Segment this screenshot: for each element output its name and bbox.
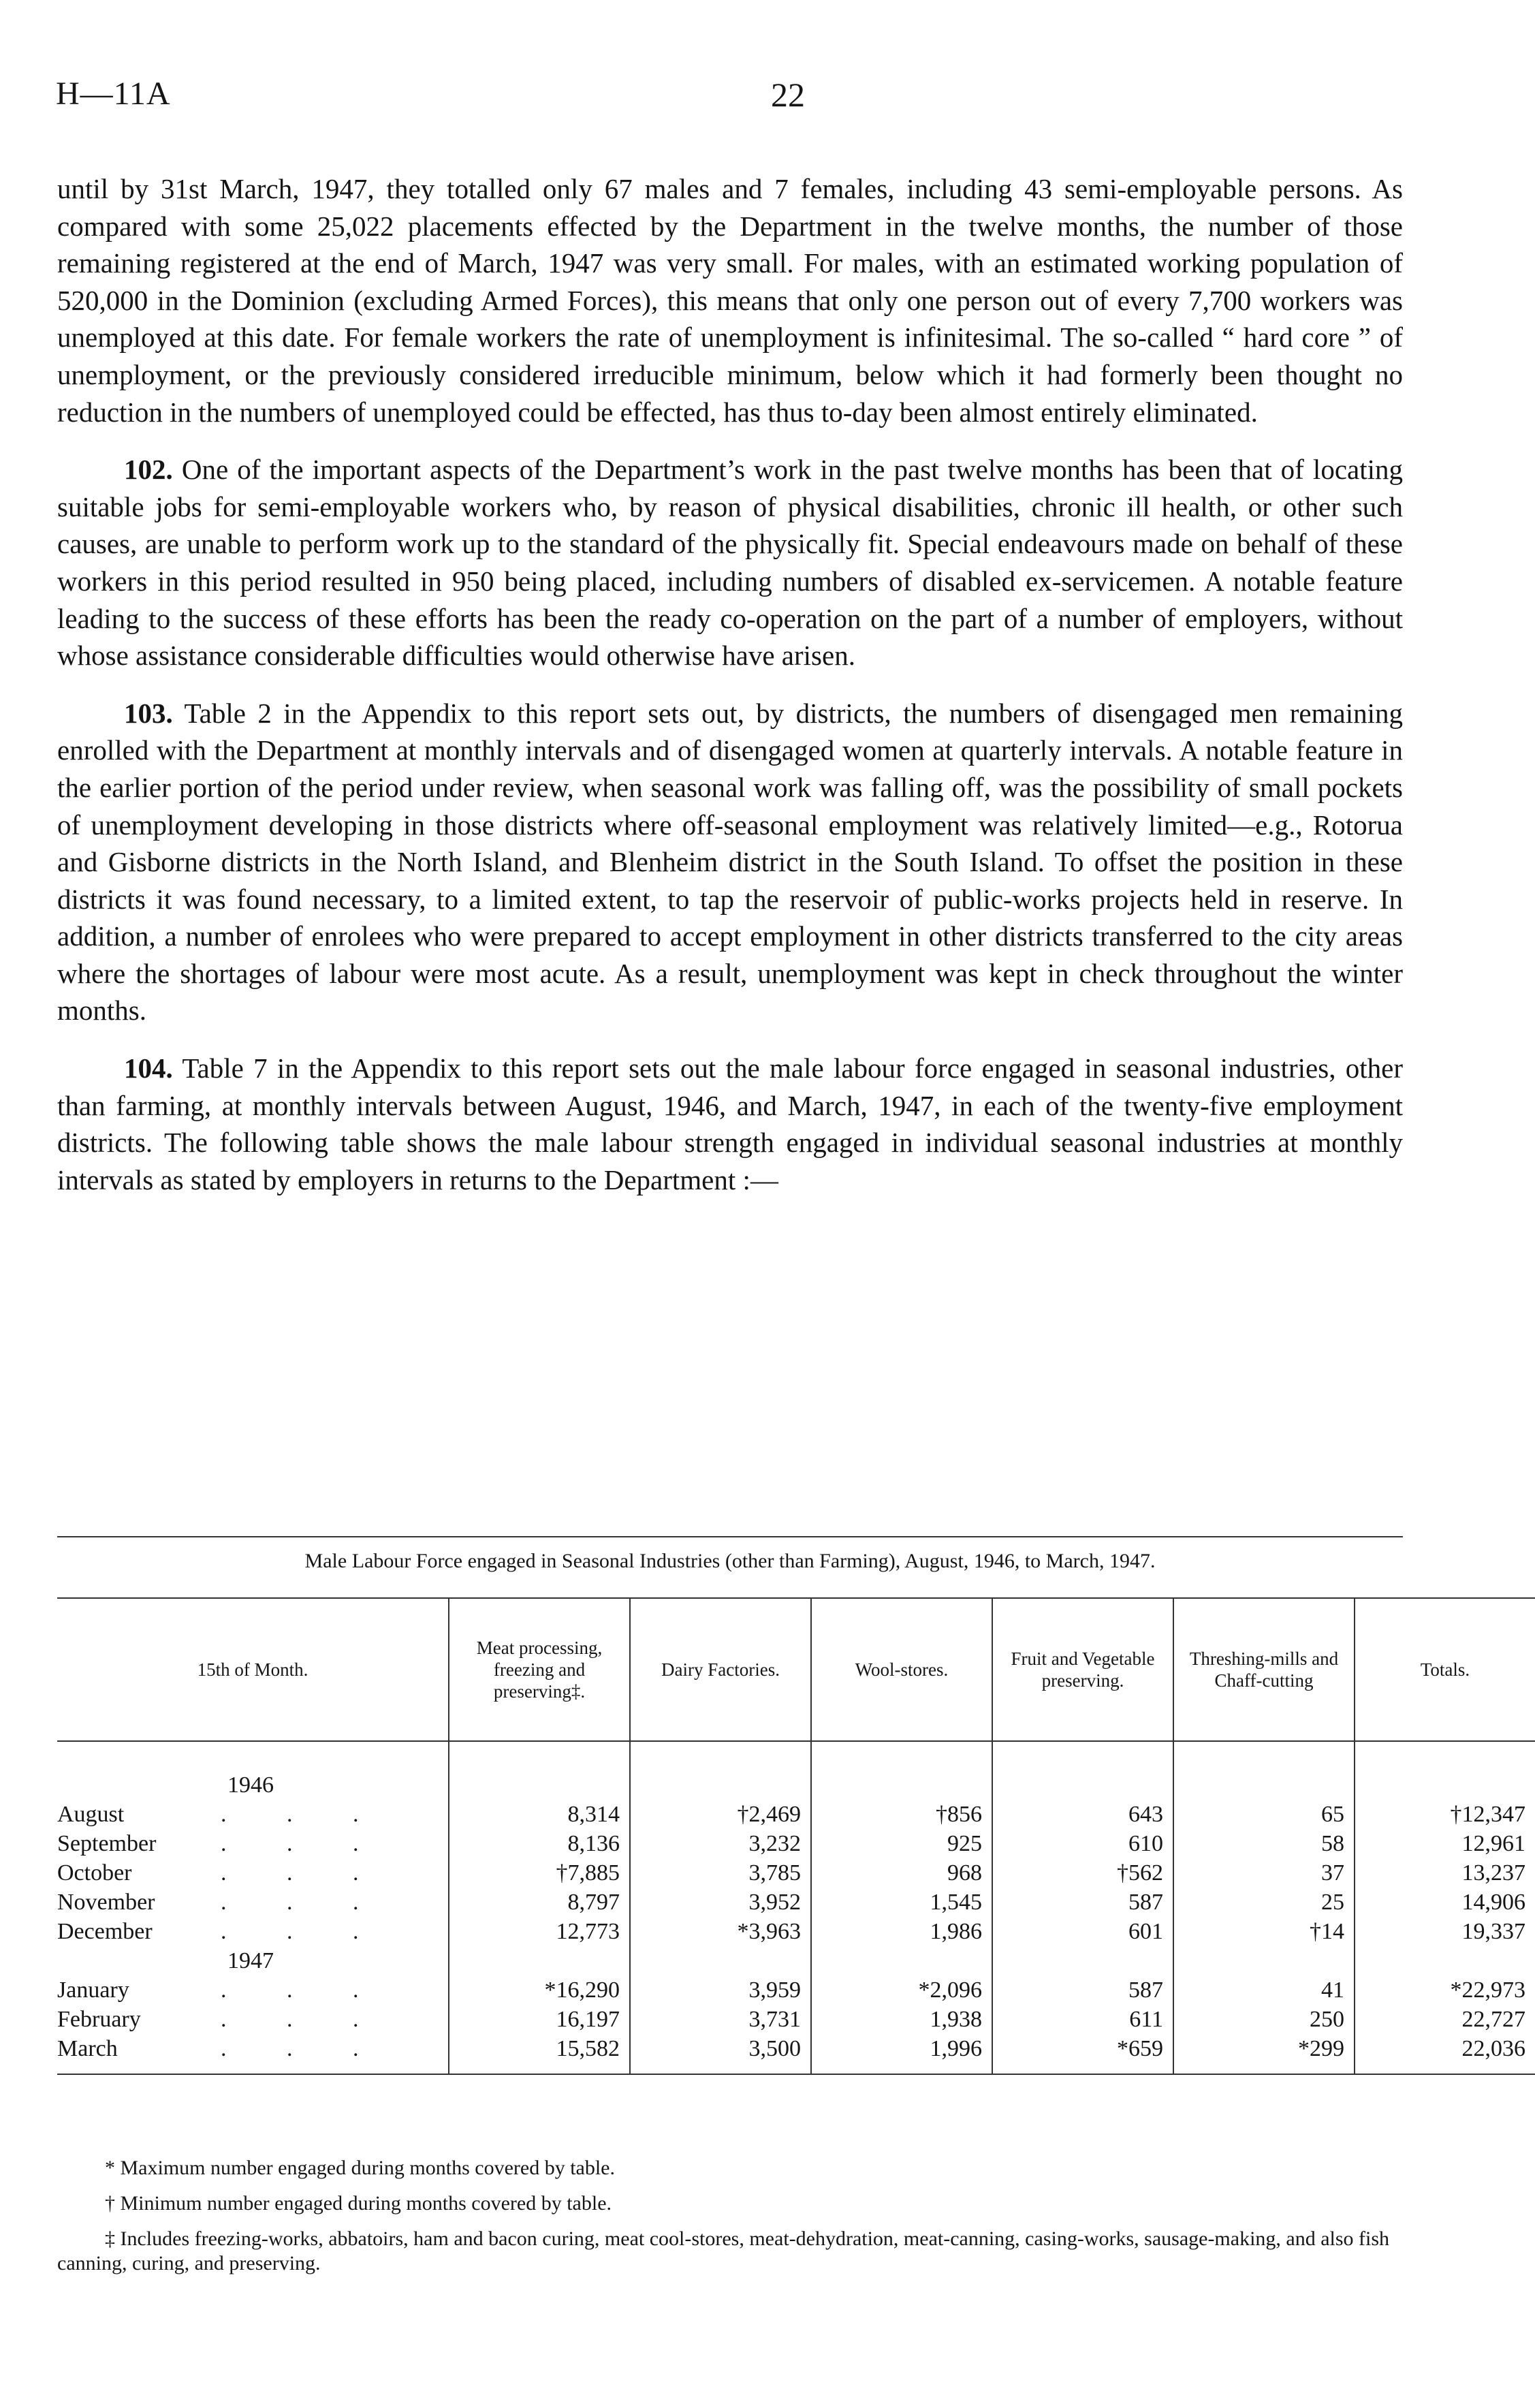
cell-threshing: 250	[1173, 2005, 1355, 2034]
table-header-row	[57, 1598, 1535, 1741]
cell-threshing: 58	[1173, 1829, 1355, 1858]
cell-meat: 16,197	[449, 2005, 630, 2034]
month-label: September	[57, 1831, 157, 1856]
document-reference: H—11A	[56, 76, 171, 112]
cell-fruit: 610	[992, 1829, 1173, 1858]
cell-total: *22,973	[1355, 1975, 1535, 2005]
cell-dairy: †2,469	[630, 1800, 811, 1829]
table-row: January . . . *16,290 3,959 *2,096 587 41 *22,973	[57, 1975, 1535, 2005]
table-caption: Male Labour Force engaged in Seasonal Industries (other than Farming), August, 1946, to March, 1947.	[304, 1550, 1156, 1572]
paragraph-text: Table 7 in the Appendix to this report sets out the male labour force engaged in seasonal industries, other than farming, at monthly intervals between August, 1946, and March, 1947, in each of the twenty-five employment districts. The following table shows the male labour strength engaged in individual seasonal industries at monthly intervals as stated by employers in returns to the Department :—	[57, 1052, 1403, 1195]
footnote-maximum: * Maximum number engaged during months covered by table.	[105, 2157, 615, 2179]
paragraph-number: 103.	[124, 697, 173, 729]
cell-total: 13,237	[1355, 1858, 1535, 1888]
column-header-month: 15th of Month.	[57, 1598, 449, 1741]
cell-meat: *16,290	[449, 1975, 630, 2005]
column-header-dairy: Dairy Factories.	[630, 1598, 811, 1741]
cell-meat: 15,582	[449, 2034, 630, 2074]
month-label: October	[57, 1860, 132, 1886]
paragraph-continued	[57, 170, 1403, 431]
cell-meat: †7,885	[449, 1858, 630, 1888]
month-label: January	[57, 1977, 129, 2003]
column-header-meat: Meat processing, freezing and preserving‡.	[449, 1598, 630, 1741]
cell-fruit: 611	[992, 2005, 1173, 2034]
cell-threshing: †14	[1173, 1917, 1355, 1946]
cell-dairy: 3,731	[630, 2005, 811, 2034]
cell-total: 12,961	[1355, 1829, 1535, 1858]
table-row: March . . . 15,582 3,500 1,996 *659 *299 22,036	[57, 2034, 1535, 2074]
cell-wool: 1,996	[811, 2034, 992, 2074]
month-label: March	[57, 2036, 118, 2061]
footnote-minimum: † Minimum number engaged during months covered by table.	[105, 2192, 612, 2215]
table-row: December . . . 12,773 *3,963 1,986 601 †14 19,337	[57, 1917, 1535, 1946]
cell-threshing: 41	[1173, 1975, 1355, 2005]
year-label: 1946	[227, 1772, 274, 1798]
seasonal-labour-table	[57, 1597, 1535, 2075]
cell-dairy: *3,963	[630, 1917, 811, 1946]
table-row: October . . . †7,885 3,785 968 †562 37 13,237	[57, 1858, 1535, 1888]
paragraph-number: 104.	[124, 1052, 173, 1084]
year-row-1947	[57, 1946, 1535, 1975]
cell-wool: 1,545	[811, 1888, 992, 1917]
cell-fruit: 587	[992, 1975, 1173, 2005]
cell-meat: 8,314	[449, 1800, 630, 1829]
paragraph-104	[57, 1050, 1403, 1198]
cell-meat: 8,136	[449, 1829, 630, 1858]
body-text	[57, 170, 1403, 1219]
year-row-1946	[57, 1770, 1535, 1800]
cell-wool: 968	[811, 1858, 992, 1888]
page-number: 22	[771, 76, 805, 114]
cell-fruit: 643	[992, 1800, 1173, 1829]
footnote-includes: ‡ Includes freezing-works, abbatoirs, ham and bacon curing, meat cool-stores, meat-dehydration, meat-canning, casing-works, sausage-making, and also fish canning, curing, and preserving.	[57, 2227, 1390, 2274]
cell-meat: 8,797	[449, 1888, 630, 1917]
cell-threshing: 65	[1173, 1800, 1355, 1829]
cell-total: 19,337	[1355, 1917, 1535, 1946]
cell-threshing: *299	[1173, 2034, 1355, 2074]
cell-fruit: 587	[992, 1888, 1173, 1917]
column-header-threshing: Threshing-mills and Chaff-cutting	[1173, 1598, 1355, 1741]
cell-wool: 925	[811, 1829, 992, 1858]
cell-fruit: †562	[992, 1858, 1173, 1888]
column-header-fruit: Fruit and Vegetable preserving.	[992, 1598, 1173, 1741]
cell-dairy: 3,959	[630, 1975, 811, 2005]
cell-total: 22,727	[1355, 2005, 1535, 2034]
month-label: August	[57, 1802, 125, 1827]
paragraph-102	[57, 451, 1403, 674]
cell-total: 22,036	[1355, 2034, 1535, 2074]
page-header	[56, 75, 1450, 123]
month-label: February	[57, 2007, 141, 2032]
month-label: December	[57, 1919, 153, 1944]
cell-fruit: 601	[992, 1917, 1173, 1946]
paragraph-text: until by 31st March, 1947, they totalled only 67 males and 7 females, including 43 semi-employable persons. As compared with some 25,022 placements effected by the Department in the twelve months, the number of those remaining registered at the end of March, 1947 was very small. For males, with an estimated working population of 520,000 in the Dominion (excluding Armed Forces), this means that only one person out of every 7,700 workers was unemployed at this date. For female workers the rate of unemployment is infinitesimal. The so-called “ hard core ” of unemployment, or the previously considered irreducible minimum, below which it had formerly been thought no reduction in the numbers of unemployed could be effected, has thus to-day been almost entirely eliminated.	[57, 173, 1403, 428]
paragraph-103	[57, 695, 1403, 1029]
cell-dairy: 3,232	[630, 1829, 811, 1858]
column-header-wool: Wool-stores.	[811, 1598, 992, 1741]
table-footnotes	[57, 2156, 1403, 2287]
cell-wool: *2,096	[811, 1975, 992, 2005]
paragraph-number: 102.	[124, 454, 173, 486]
cell-total: †12,347	[1355, 1800, 1535, 1829]
cell-wool: †856	[811, 1800, 992, 1829]
cell-wool: 1,938	[811, 2005, 992, 2034]
table-row: August . . . 8,314 †2,469 †856 643 65 †12,347	[57, 1800, 1535, 1829]
cell-total: 14,906	[1355, 1888, 1535, 1917]
year-label: 1947	[227, 1948, 274, 1973]
table-row: November . . . 8,797 3,952 1,545 587 25 14,906	[57, 1888, 1535, 1917]
table-top-rule	[57, 1536, 1403, 1537]
table-row: February . . . 16,197 3,731 1,938 611 250 22,727	[57, 2005, 1535, 2034]
cell-threshing: 25	[1173, 1888, 1355, 1917]
cell-dairy: 3,500	[630, 2034, 811, 2074]
cell-dairy: 3,785	[630, 1858, 811, 1888]
cell-fruit: *659	[992, 2034, 1173, 2074]
cell-dairy: 3,952	[630, 1888, 811, 1917]
paragraph-text: Table 2 in the Appendix to this report sets out, by districts, the numbers of disengaged men remaining enrolled with the Department at monthly intervals and of disengaged women at quarterly intervals. A notable feature in the earlier portion of the period under review, when seasonal work was falling off, was the possibility of small pockets of unemployment developing in those districts where off-seasonal employment was relatively limited—e.g., Rotorua and Gisborne districts in the North Island, and Blenheim district in the South Island. To offset the position in these districts it was found necessary, to a limited extent, to tap the reservoir of public-works projects held in reserve. In addition, a number of enrolees who were prepared to accept employment in other districts transferred to the city areas where the shortages of labour were most acute. As a result, unemployment was kept in check throughout the winter months.	[57, 697, 1403, 1027]
column-header-totals: Totals.	[1355, 1598, 1535, 1741]
cell-meat: 12,773	[449, 1917, 630, 1946]
cell-wool: 1,986	[811, 1917, 992, 1946]
table-row: September . . . 8,136 3,232 925 610 58 12,961	[57, 1829, 1535, 1858]
paragraph-text: One of the important aspects of the Department’s work in the past twelve months has been that of locating suitable jobs for semi-employable workers who, by reason of physical disabilities, chronic ill health, or other such causes, are unable to perform work up to the standard of the physically fit. Special endeavours made on behalf of these workers in this period resulted in 950 being placed, including numbers of disabled ex-servicemen. A notable feature leading to the success of these efforts has been the ready co-operation on the part of a number of employers, without whose assistance considerable difficulties would otherwise have arisen.	[57, 454, 1403, 672]
cell-threshing: 37	[1173, 1858, 1355, 1888]
month-label: November	[57, 1890, 155, 1915]
